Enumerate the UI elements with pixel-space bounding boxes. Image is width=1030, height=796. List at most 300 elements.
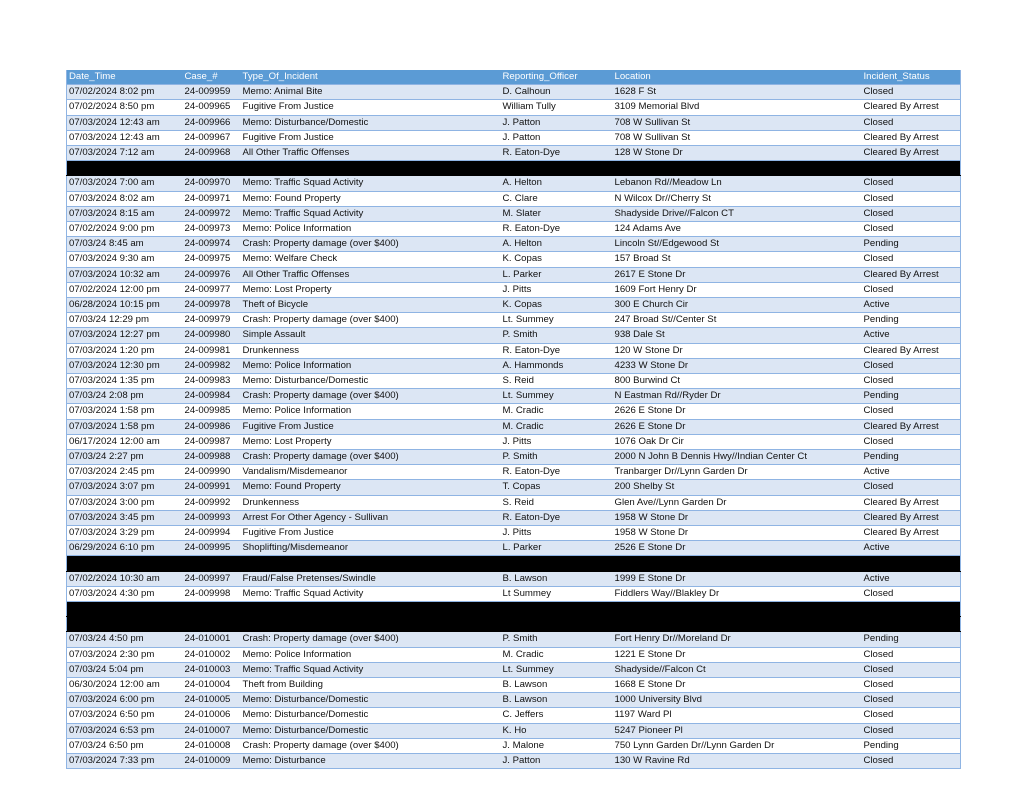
table-row [67, 85, 961, 100]
column-header-location: Location [613, 70, 862, 85]
cell-location: 300 E Church Cir [613, 298, 862, 313]
cell-case-number: 24-009959 [183, 85, 241, 100]
cell-reporting-officer: A. Hammonds [501, 358, 613, 373]
cell-reporting-officer: L. Parker [501, 267, 613, 282]
cell-reporting-officer: Lt. Summey [501, 313, 613, 328]
cell-location: 120 W Stone Dr [613, 343, 862, 358]
table-row [67, 723, 961, 738]
cell-type-of-incident: Fraud/False Pretenses/Swindle [241, 571, 501, 586]
cell-date-time: 07/03/2024 1:58 pm [67, 419, 183, 434]
cell-incident-status: Pending [862, 389, 961, 404]
cell-reporting-officer: R. Eaton-Dye [501, 222, 613, 237]
cell-location: 2000 N John B Dennis Hwy//Indian Center Ct [613, 450, 862, 465]
cell-location: 1076 Oak Dr Cir [613, 434, 862, 449]
cell-incident-status: Cleared By Arrest [862, 526, 961, 541]
cell-case-number: 24-009983 [183, 374, 241, 389]
cell-case-number: 24-009971 [183, 191, 241, 206]
cell-type-of-incident: Crash: Property damage (over $400) [241, 450, 501, 465]
table-row [67, 678, 961, 693]
cell-case-number: 24-009965 [183, 100, 241, 115]
cell-case-number: 24-009968 [183, 146, 241, 161]
cell-reporting-officer: B. Lawson [501, 571, 613, 586]
cell-reporting-officer: K. Copas [501, 252, 613, 267]
cell-incident-status: Active [862, 465, 961, 480]
cell-case-number: 24-009988 [183, 450, 241, 465]
cell-reporting-officer: R. Eaton-Dye [501, 510, 613, 525]
cell-incident-status: Closed [862, 404, 961, 419]
cell-reporting-officer: J. Pitts [501, 282, 613, 297]
cell-date-time: 07/03/2024 8:15 am [67, 206, 183, 221]
cell-case-number: 24-009974 [183, 237, 241, 252]
cell-type-of-incident: Memo: Disturbance/Domestic [241, 708, 501, 723]
cell-location: 2526 E Stone Dr [613, 541, 862, 556]
cell-type-of-incident: Memo: Lost Property [241, 434, 501, 449]
cell-reporting-officer: S. Reid [501, 374, 613, 389]
cell-incident-status: Active [862, 328, 961, 343]
table-row [67, 328, 961, 343]
cell-case-number: 24-009985 [183, 404, 241, 419]
column-header-date-time: Date_Time [67, 70, 183, 85]
table-row [67, 586, 961, 601]
cell-reporting-officer: D. Calhoun [501, 85, 613, 100]
redacted-row [67, 602, 961, 617]
cell-reporting-officer: A. Helton [501, 237, 613, 252]
cell-type-of-incident: Crash: Property damage (over $400) [241, 632, 501, 647]
cell-incident-status: Closed [862, 723, 961, 738]
cell-location: 1999 E Stone Dr [613, 571, 862, 586]
cell-reporting-officer: M. Cradic [501, 404, 613, 419]
cell-location: 1197 Ward Pl [613, 708, 862, 723]
table-row [67, 404, 961, 419]
cell-location: 1668 E Stone Dr [613, 678, 862, 693]
table-row [67, 510, 961, 525]
table-row [67, 693, 961, 708]
cell-incident-status: Cleared By Arrest [862, 267, 961, 282]
cell-reporting-officer: J. Patton [501, 754, 613, 769]
cell-type-of-incident: Memo: Disturbance/Domestic [241, 374, 501, 389]
cell-location: 4233 W Stone Dr [613, 358, 862, 373]
cell-type-of-incident: Crash: Property damage (over $400) [241, 738, 501, 753]
cell-case-number: 24-009994 [183, 526, 241, 541]
cell-incident-status: Active [862, 541, 961, 556]
cell-case-number: 24-009970 [183, 176, 241, 191]
table-row [67, 313, 961, 328]
cell-location: 5247 Pioneer Pl [613, 723, 862, 738]
cell-case-number: 24-009981 [183, 343, 241, 358]
cell-case-number: 24-009966 [183, 115, 241, 130]
cell-date-time: 07/03/24 12:29 pm [67, 313, 183, 328]
cell-date-time: 07/02/2024 8:02 pm [67, 85, 183, 100]
redaction-bar [67, 602, 961, 617]
cell-reporting-officer: C. Jeffers [501, 708, 613, 723]
table-row [67, 237, 961, 252]
cell-date-time: 07/03/2024 7:00 am [67, 176, 183, 191]
cell-location: 124 Adams Ave [613, 222, 862, 237]
table-row [67, 252, 961, 267]
cell-type-of-incident: Theft from Building [241, 678, 501, 693]
cell-location: 3109 Memorial Blvd [613, 100, 862, 115]
cell-case-number: 24-009986 [183, 419, 241, 434]
cell-incident-status: Closed [862, 115, 961, 130]
cell-location: 130 W Ravine Rd [613, 754, 862, 769]
cell-type-of-incident: All Other Traffic Offenses [241, 146, 501, 161]
cell-case-number: 24-009980 [183, 328, 241, 343]
cell-incident-status: Closed [862, 662, 961, 677]
table-row [67, 191, 961, 206]
cell-date-time: 07/03/2024 1:58 pm [67, 404, 183, 419]
table-row [67, 267, 961, 282]
cell-date-time: 06/17/2024 12:00 am [67, 434, 183, 449]
cell-location: 800 Burwind Ct [613, 374, 862, 389]
cell-incident-status: Closed [862, 191, 961, 206]
cell-incident-status: Pending [862, 237, 961, 252]
cell-reporting-officer: R. Eaton-Dye [501, 146, 613, 161]
cell-type-of-incident: Crash: Property damage (over $400) [241, 313, 501, 328]
redacted-row [67, 617, 961, 632]
cell-date-time: 07/03/24 2:08 pm [67, 389, 183, 404]
cell-incident-status: Pending [862, 632, 961, 647]
cell-type-of-incident: Fugitive From Justice [241, 130, 501, 145]
cell-case-number: 24-009991 [183, 480, 241, 495]
cell-date-time: 07/03/2024 6:53 pm [67, 723, 183, 738]
cell-case-number: 24-009967 [183, 130, 241, 145]
cell-case-number: 24-009976 [183, 267, 241, 282]
cell-case-number: 24-010002 [183, 647, 241, 662]
cell-type-of-incident: Memo: Traffic Squad Activity [241, 176, 501, 191]
cell-reporting-officer: S. Reid [501, 495, 613, 510]
table-row [67, 571, 961, 586]
table-row [67, 738, 961, 753]
cell-location: Lebanon Rd//Meadow Ln [613, 176, 862, 191]
cell-location: Shadyside//Falcon Ct [613, 662, 862, 677]
cell-date-time: 07/03/2024 7:33 pm [67, 754, 183, 769]
redaction-bar [67, 617, 961, 632]
cell-incident-status: Closed [862, 206, 961, 221]
cell-type-of-incident: All Other Traffic Offenses [241, 267, 501, 282]
cell-date-time: 07/02/2024 10:30 am [67, 571, 183, 586]
table-row [67, 465, 961, 480]
table-row [67, 708, 961, 723]
cell-location: N Wilcox Dr//Cherry St [613, 191, 862, 206]
cell-incident-status: Closed [862, 678, 961, 693]
table-row [67, 176, 961, 191]
cell-date-time: 07/02/2024 8:50 pm [67, 100, 183, 115]
cell-incident-status: Closed [862, 176, 961, 191]
cell-date-time: 07/03/2024 12:43 am [67, 115, 183, 130]
cell-location: 708 W Sullivan St [613, 115, 862, 130]
cell-date-time: 07/02/2024 12:00 pm [67, 282, 183, 297]
cell-reporting-officer: William Tully [501, 100, 613, 115]
table-row [67, 495, 961, 510]
table-row [67, 282, 961, 297]
cell-case-number: 24-009982 [183, 358, 241, 373]
cell-location: 2626 E Stone Dr [613, 404, 862, 419]
cell-case-number: 24-009992 [183, 495, 241, 510]
table-row [67, 526, 961, 541]
column-header-case-number: Case_# [183, 70, 241, 85]
cell-location: 2617 E Stone Dr [613, 267, 862, 282]
cell-date-time: 06/28/2024 10:15 pm [67, 298, 183, 313]
cell-reporting-officer: J. Pitts [501, 526, 613, 541]
cell-reporting-officer: C. Clare [501, 191, 613, 206]
cell-incident-status: Pending [862, 450, 961, 465]
cell-incident-status: Pending [862, 313, 961, 328]
cell-incident-status: Cleared By Arrest [862, 510, 961, 525]
cell-case-number: 24-009977 [183, 282, 241, 297]
cell-date-time: 07/03/2024 6:00 pm [67, 693, 183, 708]
cell-incident-status: Closed [862, 480, 961, 495]
cell-incident-status: Active [862, 571, 961, 586]
cell-case-number: 24-009979 [183, 313, 241, 328]
cell-incident-status: Closed [862, 222, 961, 237]
cell-incident-status: Closed [862, 374, 961, 389]
cell-date-time: 07/03/2024 3:00 pm [67, 495, 183, 510]
cell-reporting-officer: B. Lawson [501, 693, 613, 708]
cell-type-of-incident: Vandalism/Misdemeanor [241, 465, 501, 480]
cell-date-time: 07/03/2024 12:30 pm [67, 358, 183, 373]
cell-reporting-officer: T. Copas [501, 480, 613, 495]
cell-date-time: 07/03/24 2:27 pm [67, 450, 183, 465]
cell-type-of-incident: Drunkenness [241, 343, 501, 358]
table-row [67, 450, 961, 465]
cell-location: 2626 E Stone Dr [613, 419, 862, 434]
cell-incident-status: Closed [862, 85, 961, 100]
cell-type-of-incident: Arrest For Other Agency - Sullivan [241, 510, 501, 525]
cell-reporting-officer: K. Copas [501, 298, 613, 313]
table-row [67, 115, 961, 130]
table-row [67, 389, 961, 404]
cell-type-of-incident: Memo: Lost Property [241, 282, 501, 297]
cell-date-time: 07/02/2024 9:00 pm [67, 222, 183, 237]
cell-case-number: 24-009972 [183, 206, 241, 221]
cell-location: 200 Shelby St [613, 480, 862, 495]
cell-location: 128 W Stone Dr [613, 146, 862, 161]
cell-type-of-incident: Memo: Police Information [241, 222, 501, 237]
cell-reporting-officer: M. Cradic [501, 419, 613, 434]
cell-reporting-officer: J. Pitts [501, 434, 613, 449]
cell-location: 708 W Sullivan St [613, 130, 862, 145]
table-row [67, 419, 961, 434]
cell-type-of-incident: Crash: Property damage (over $400) [241, 389, 501, 404]
cell-case-number: 24-009990 [183, 465, 241, 480]
cell-case-number: 24-009978 [183, 298, 241, 313]
cell-reporting-officer: J. Patton [501, 115, 613, 130]
cell-type-of-incident: Drunkenness [241, 495, 501, 510]
cell-type-of-incident: Theft of Bicycle [241, 298, 501, 313]
cell-case-number: 24-009975 [183, 252, 241, 267]
cell-reporting-officer: R. Eaton-Dye [501, 465, 613, 480]
cell-reporting-officer: K. Ho [501, 723, 613, 738]
cell-reporting-officer: Lt. Summey [501, 662, 613, 677]
cell-type-of-incident: Memo: Disturbance [241, 754, 501, 769]
cell-date-time: 07/03/24 6:50 pm [67, 738, 183, 753]
cell-case-number: 24-009987 [183, 434, 241, 449]
column-header-type-of-incident: Type_Of_Incident [241, 70, 501, 85]
cell-reporting-officer: Lt Summey [501, 586, 613, 601]
cell-incident-status: Closed [862, 647, 961, 662]
table-row [67, 541, 961, 556]
table-row [67, 754, 961, 769]
cell-date-time: 07/03/2024 10:32 am [67, 267, 183, 282]
cell-type-of-incident: Memo: Disturbance/Domestic [241, 723, 501, 738]
cell-type-of-incident: Memo: Traffic Squad Activity [241, 206, 501, 221]
table-header-row [67, 70, 961, 85]
cell-incident-status: Cleared By Arrest [862, 419, 961, 434]
table-row [67, 434, 961, 449]
cell-location: 938 Dale St [613, 328, 862, 343]
cell-type-of-incident: Crash: Property damage (over $400) [241, 237, 501, 252]
cell-date-time: 07/03/2024 12:27 pm [67, 328, 183, 343]
cell-type-of-incident: Fugitive From Justice [241, 419, 501, 434]
cell-case-number: 24-009997 [183, 571, 241, 586]
cell-reporting-officer: R. Eaton-Dye [501, 343, 613, 358]
cell-reporting-officer: J. Patton [501, 130, 613, 145]
cell-incident-status: Closed [862, 434, 961, 449]
cell-date-time: 07/03/2024 4:30 pm [67, 586, 183, 601]
cell-case-number: 24-009973 [183, 222, 241, 237]
redaction-bar [67, 161, 961, 176]
table-row [67, 343, 961, 358]
redacted-row [67, 556, 961, 571]
cell-date-time: 06/30/2024 12:00 am [67, 678, 183, 693]
cell-date-time: 07/03/2024 2:30 pm [67, 647, 183, 662]
cell-date-time: 07/03/24 8:45 am [67, 237, 183, 252]
cell-case-number: 24-010009 [183, 754, 241, 769]
cell-type-of-incident: Memo: Disturbance/Domestic [241, 115, 501, 130]
table-row [67, 130, 961, 145]
table-row [67, 480, 961, 495]
table-body [67, 85, 961, 769]
cell-reporting-officer: M. Cradic [501, 647, 613, 662]
cell-location: 157 Broad St [613, 252, 862, 267]
table-row [67, 206, 961, 221]
cell-type-of-incident: Memo: Police Information [241, 358, 501, 373]
redacted-row [67, 161, 961, 176]
cell-date-time: 07/03/2024 3:07 pm [67, 480, 183, 495]
cell-incident-status: Pending [862, 738, 961, 753]
cell-location: Lincoln St//Edgewood St [613, 237, 862, 252]
cell-location: 1000 University Blvd [613, 693, 862, 708]
cell-date-time: 07/03/2024 8:02 am [67, 191, 183, 206]
cell-type-of-incident: Memo: Police Information [241, 647, 501, 662]
cell-incident-status: Cleared By Arrest [862, 100, 961, 115]
cell-case-number: 24-009998 [183, 586, 241, 601]
redaction-bar [67, 556, 961, 571]
table-row [67, 222, 961, 237]
cell-location: 1628 F St [613, 85, 862, 100]
cell-incident-status: Cleared By Arrest [862, 495, 961, 510]
cell-case-number: 24-010008 [183, 738, 241, 753]
cell-case-number: 24-010001 [183, 632, 241, 647]
cell-date-time: 07/03/2024 1:20 pm [67, 343, 183, 358]
cell-reporting-officer: J. Malone [501, 738, 613, 753]
cell-reporting-officer: L. Parker [501, 541, 613, 556]
cell-location: 1958 W Stone Dr [613, 510, 862, 525]
cell-case-number: 24-009984 [183, 389, 241, 404]
cell-case-number: 24-010005 [183, 693, 241, 708]
cell-date-time: 07/03/2024 9:30 am [67, 252, 183, 267]
table-row [67, 374, 961, 389]
table-row [67, 100, 961, 115]
cell-date-time: 07/03/24 5:04 pm [67, 662, 183, 677]
cell-reporting-officer: P. Smith [501, 450, 613, 465]
cell-reporting-officer: P. Smith [501, 328, 613, 343]
cell-type-of-incident: Fugitive From Justice [241, 526, 501, 541]
cell-location: 1609 Fort Henry Dr [613, 282, 862, 297]
cell-incident-status: Cleared By Arrest [862, 146, 961, 161]
cell-incident-status: Closed [862, 754, 961, 769]
cell-location: 247 Broad St//Center St [613, 313, 862, 328]
cell-reporting-officer: P. Smith [501, 632, 613, 647]
cell-date-time: 07/03/24 4:50 pm [67, 632, 183, 647]
cell-type-of-incident: Memo: Traffic Squad Activity [241, 586, 501, 601]
cell-type-of-incident: Memo: Police Information [241, 404, 501, 419]
cell-incident-status: Closed [862, 693, 961, 708]
cell-location: Fort Henry Dr//Moreland Dr [613, 632, 862, 647]
cell-type-of-incident: Shoplifting/Misdemeanor [241, 541, 501, 556]
cell-date-time: 07/03/2024 1:35 pm [67, 374, 183, 389]
cell-date-time: 07/03/2024 3:45 pm [67, 510, 183, 525]
cell-type-of-incident: Simple Assault [241, 328, 501, 343]
cell-case-number: 24-010006 [183, 708, 241, 723]
table-row [67, 298, 961, 313]
table-row [67, 358, 961, 373]
table-row [67, 146, 961, 161]
cell-location: Shadyside Drive//Falcon CT [613, 206, 862, 221]
cell-type-of-incident: Memo: Welfare Check [241, 252, 501, 267]
cell-case-number: 24-009995 [183, 541, 241, 556]
cell-type-of-incident: Memo: Found Property [241, 480, 501, 495]
cell-case-number: 24-009993 [183, 510, 241, 525]
cell-incident-status: Cleared By Arrest [862, 130, 961, 145]
cell-location: 1221 E Stone Dr [613, 647, 862, 662]
cell-date-time: 07/03/2024 6:50 pm [67, 708, 183, 723]
table-row [67, 662, 961, 677]
table-row [67, 647, 961, 662]
column-header-reporting-officer: Reporting_Officer [501, 70, 613, 85]
cell-incident-status: Cleared By Arrest [862, 343, 961, 358]
cell-type-of-incident: Memo: Disturbance/Domestic [241, 693, 501, 708]
cell-date-time: 06/29/2024 6:10 pm [67, 541, 183, 556]
cell-location: N Eastman Rd//Ryder Dr [613, 389, 862, 404]
cell-case-number: 24-010004 [183, 678, 241, 693]
cell-type-of-incident: Memo: Animal Bite [241, 85, 501, 100]
cell-incident-status: Active [862, 298, 961, 313]
cell-reporting-officer: M. Slater [501, 206, 613, 221]
cell-location: Tranbarger Dr//Lynn Garden Dr [613, 465, 862, 480]
cell-location: Fiddlers Way//Blakley Dr [613, 586, 862, 601]
cell-date-time: 07/03/2024 12:43 am [67, 130, 183, 145]
column-header-incident-status: Incident_Status [862, 70, 961, 85]
cell-type-of-incident: Memo: Traffic Squad Activity [241, 662, 501, 677]
cell-incident-status: Closed [862, 282, 961, 297]
cell-incident-status: Closed [862, 358, 961, 373]
cell-case-number: 24-010003 [183, 662, 241, 677]
cell-type-of-incident: Memo: Found Property [241, 191, 501, 206]
incident-log-table [66, 70, 961, 769]
cell-reporting-officer: A. Helton [501, 176, 613, 191]
cell-incident-status: Closed [862, 252, 961, 267]
cell-type-of-incident: Fugitive From Justice [241, 100, 501, 115]
cell-incident-status: Closed [862, 586, 961, 601]
cell-date-time: 07/03/2024 7:12 am [67, 146, 183, 161]
cell-location: 750 Lynn Garden Dr//Lynn Garden Dr [613, 738, 862, 753]
cell-incident-status: Closed [862, 708, 961, 723]
cell-location: Glen Ave//Lynn Garden Dr [613, 495, 862, 510]
cell-date-time: 07/03/2024 2:45 pm [67, 465, 183, 480]
cell-reporting-officer: B. Lawson [501, 678, 613, 693]
table-row [67, 632, 961, 647]
